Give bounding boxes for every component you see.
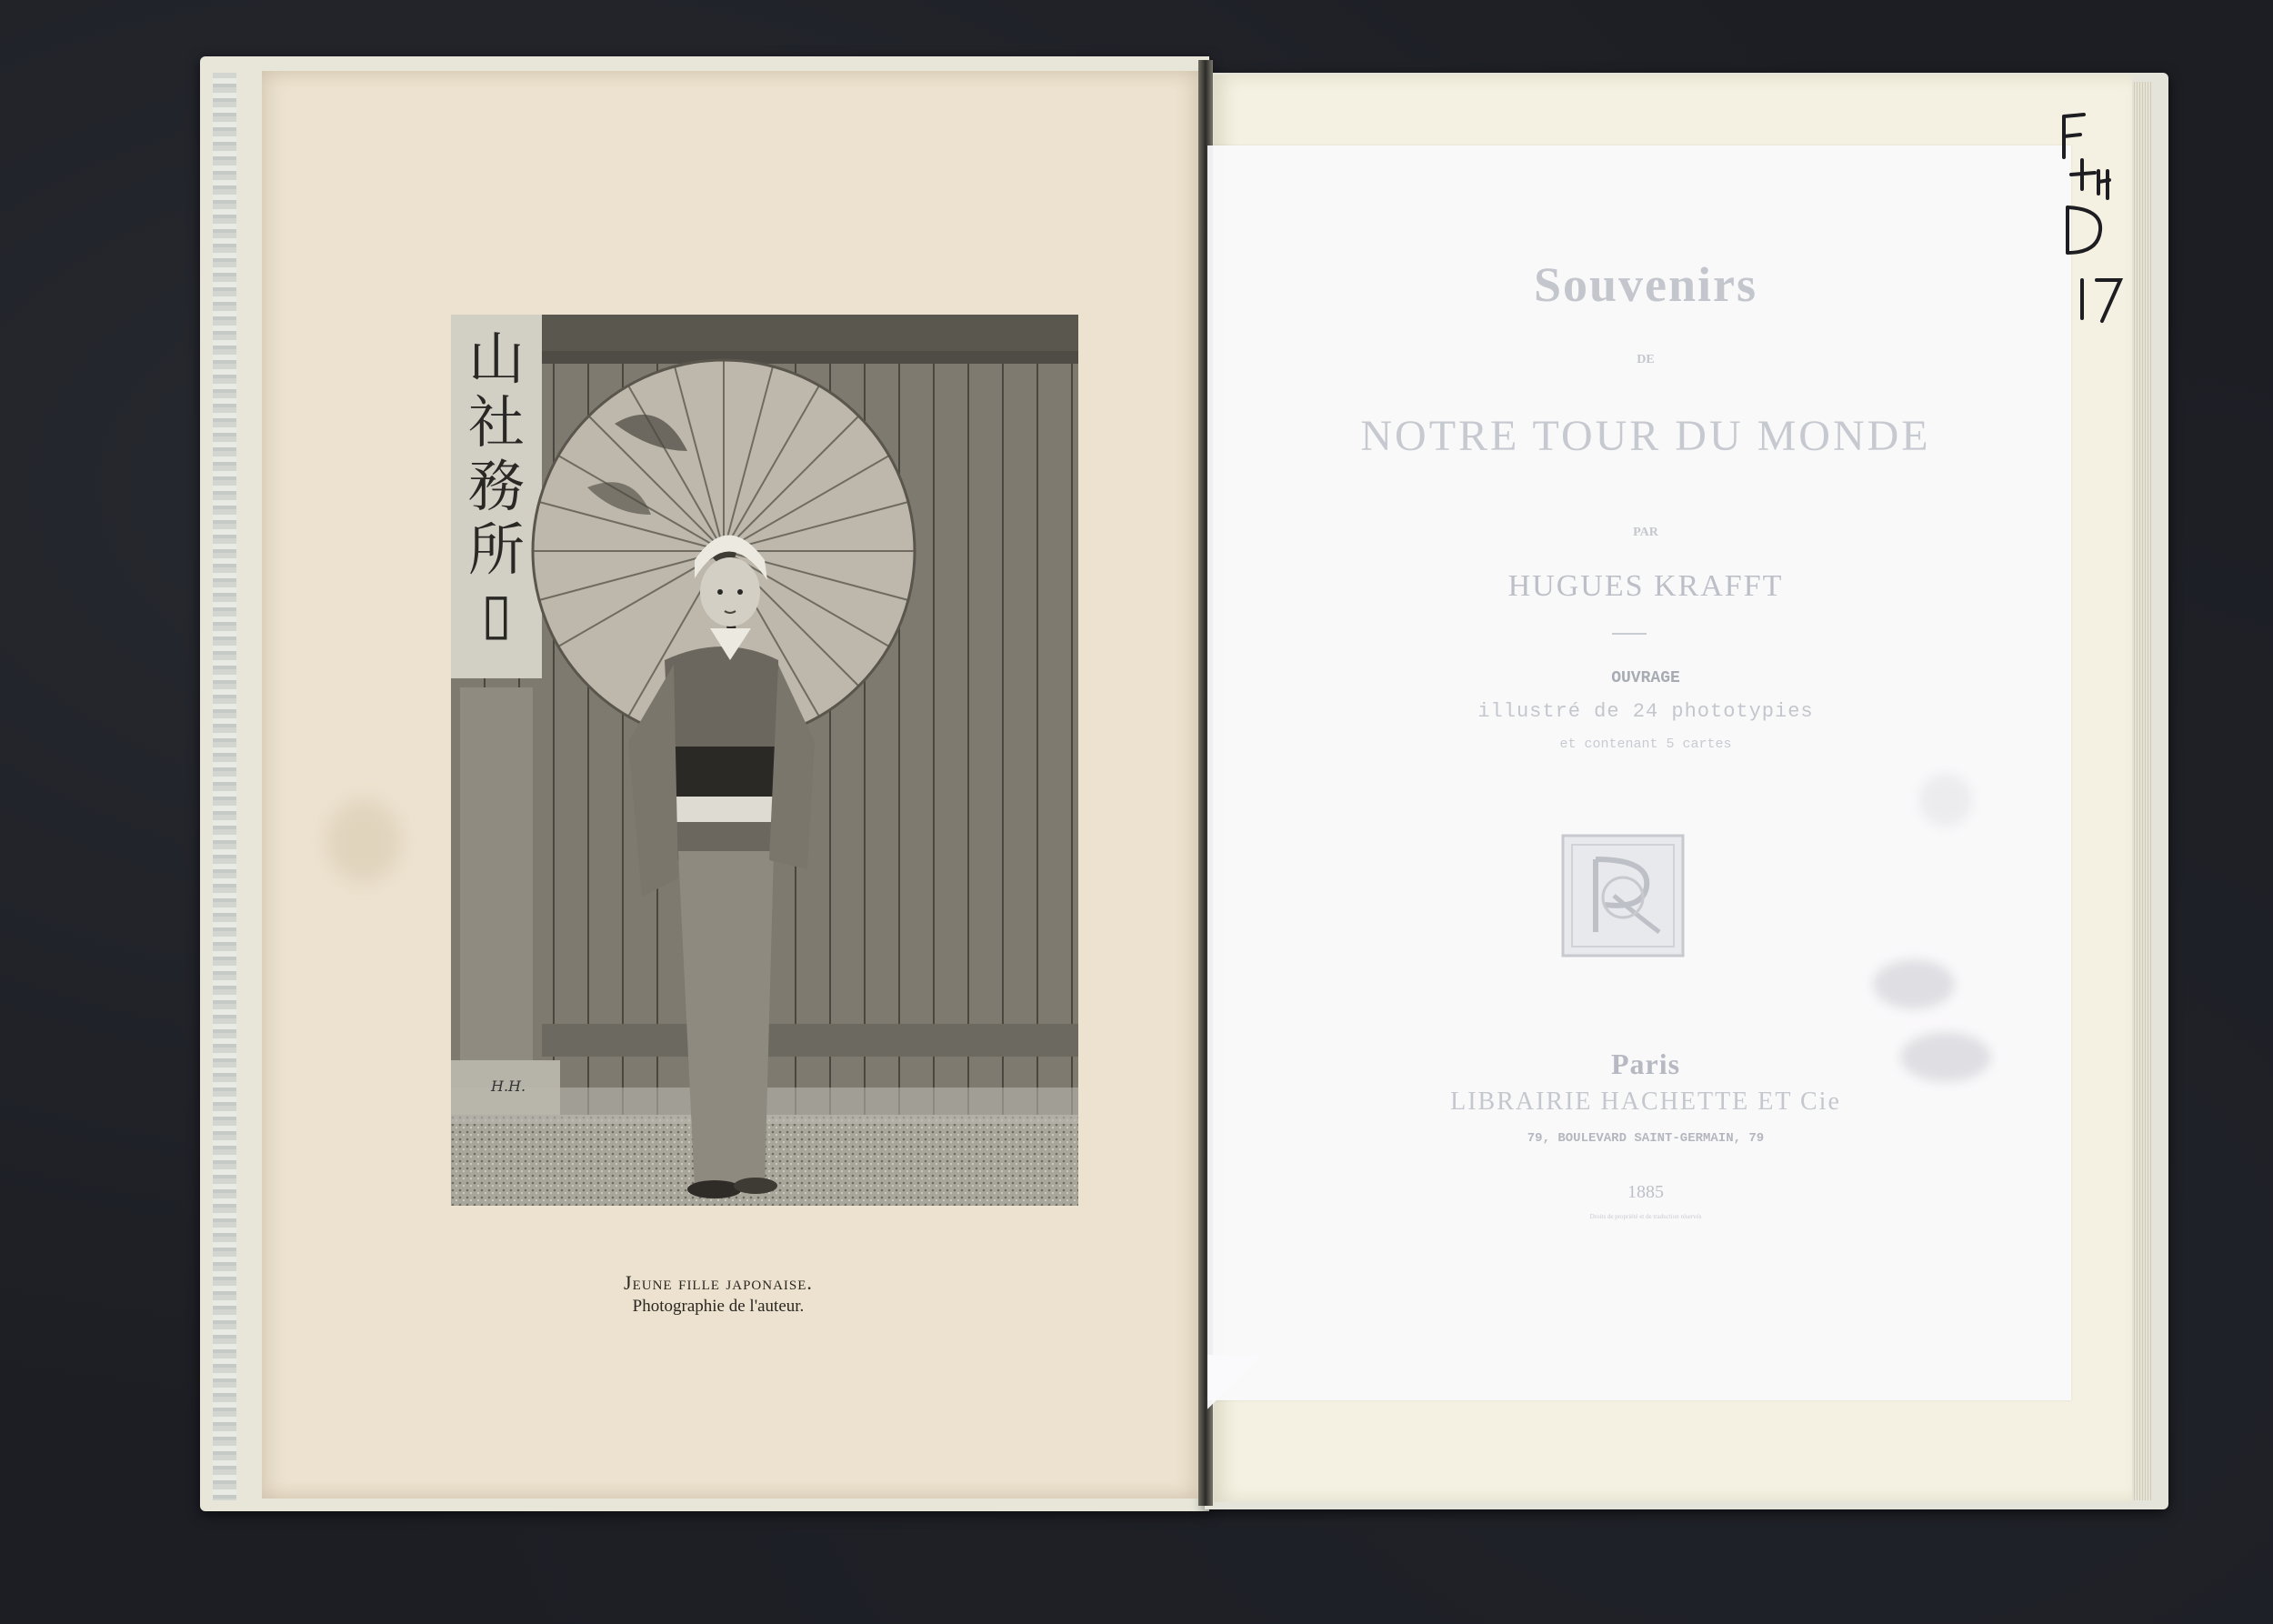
fingerprint-smudge [1873, 959, 1955, 1009]
author-connector: PAR [1633, 526, 1658, 539]
photo-caption-credit: Photographie de l'auteur. [632, 1297, 805, 1316]
svg-text:社: 社 [467, 389, 526, 456]
imprint-address: 79, BOULEVARD SAINT-GERMAIN, 79 [1527, 1131, 1765, 1146]
svg-text:▯: ▯ [480, 580, 513, 647]
photo-caption-title: Jeune fille japonaise. [624, 1271, 813, 1294]
page-stain [327, 800, 400, 882]
frontispiece-photograph [451, 315, 1078, 1206]
imprint-city: Paris [1610, 1048, 1681, 1080]
book-subtitle: NOTRE TOUR DU MONDE [1360, 412, 1931, 460]
photographer-initials: H.H. [491, 1078, 526, 1095]
maps-note: et contenant 5 cartes [1559, 737, 1732, 752]
svg-text:務: 務 [467, 453, 526, 519]
book-title: Souvenirs [1533, 257, 1758, 312]
fingerprint-smudge [1918, 773, 1973, 827]
title-rule [1612, 633, 1647, 635]
decorative-spine-strip [213, 73, 236, 1500]
handwritten-shelfmark [2055, 107, 2137, 326]
rights-reserved-note: Droits de propriété et de traduction réservés [1589, 1213, 1702, 1220]
book-author: HUGUES KRAFFT [1507, 569, 1784, 603]
title-connector: DE [1637, 353, 1655, 366]
tissue-fold-corner [1207, 1355, 1262, 1409]
illustration-note: illustré de 24 phototypies [1477, 700, 1814, 723]
imprint-year: 1885 [1627, 1182, 1664, 1202]
imprint-publisher: LIBRAIRIE HACHETTE ET Cie [1450, 1088, 1841, 1116]
svg-text:山: 山 [467, 326, 526, 392]
fingerprint-smudge [1900, 1032, 1991, 1082]
svg-text:所: 所 [467, 516, 526, 583]
photo-illustration [451, 315, 1078, 1206]
work-label: OUVRAGE [1611, 669, 1680, 687]
publisher-monogram-icon [1559, 832, 1687, 959]
